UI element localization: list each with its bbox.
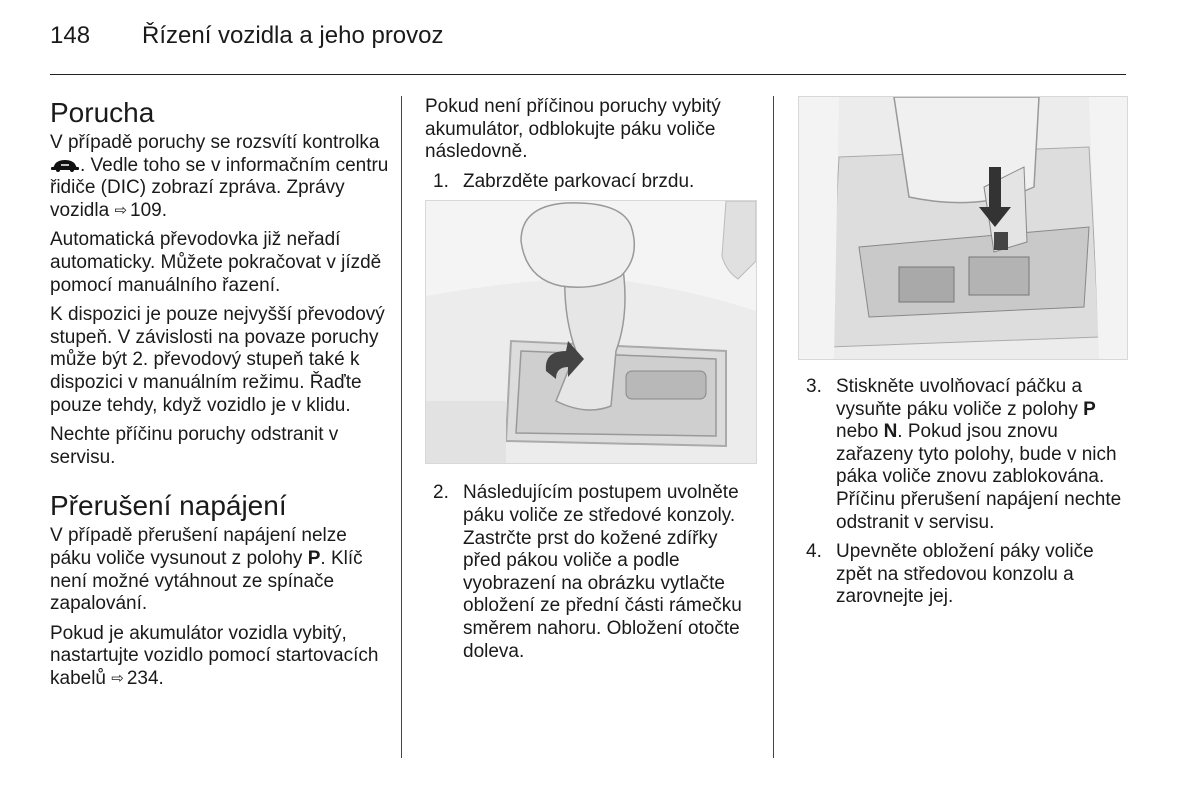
reference-arrow-icon: ⇨ xyxy=(111,669,124,687)
section-heading-porucha: Porucha xyxy=(50,97,155,128)
column-divider-1 xyxy=(401,96,402,758)
chapter-title: Řízení vozidla a jeho provoz xyxy=(142,22,444,49)
page-number: 148 xyxy=(50,22,91,49)
step-2: 2. Následujícím postupem uvolněte páku voliče ze středové konzoly. Zastrčte prst do kožené zdířky před pákou voliče a podle vyobrazení na obrázku vytlačte obložení ze přední části rámečku směrem nahoru. Obložení otočte doleva. xyxy=(433,482,742,662)
paragraph-unlock-intro: Pokud není příčinou poruchy vybitý akumulátor, odblokujte páku voliče následovně. xyxy=(425,96,721,163)
step-4: 4. Upevněte obložení páky voliče zpět na středovou konzolu a zarovnejte jej. xyxy=(806,541,1094,608)
column-2 xyxy=(425,96,760,670)
column-divider-2 xyxy=(773,96,774,758)
column-1 xyxy=(50,96,390,697)
gear-selector-figure xyxy=(425,200,757,464)
release-lever-figure xyxy=(798,96,1128,360)
section-heading-power-interruption: Přerušení napájení xyxy=(50,490,287,522)
reference-arrow-icon: ⇨ xyxy=(114,201,128,219)
car-service-warning-icon xyxy=(50,158,80,172)
step-1: 1. Zabrzděte parkovací brzdu. xyxy=(433,170,695,192)
paragraph-fault-indicator: V případě poruchy se rozsvítí kontrolka . Vedle toho se v informačním centru řidiče (DIC) zobrazí zpráva. Zprávy vozidla ⇨ 109. xyxy=(50,132,389,221)
header-rule xyxy=(50,74,1126,75)
step-3: 3. Stiskněte uvolňovací páčku a vysuňte páku voliče z polohy P nebo N. Pokud jsou znovu zařazeny tyto polohy, bude v nich páka voliče znovu zablokována. Příčinu přerušení napájení nechte odstranit v servisu. xyxy=(806,376,1122,533)
paragraph-jump-start: Pokud je akumulátor vozidla vybitý, nastartujte vozidlo pomocí startovacích kabelů ⇨ 234. xyxy=(50,622,379,689)
paragraph-service: Nechte příčinu poruchy odstranit v servisu. xyxy=(50,424,339,468)
page-reference-link[interactable]: 109. xyxy=(130,199,167,221)
paragraph-highest-gear: K dispozici je pouze nejvyšší převodový stupeň. V závislosti na povaze poruchy může být 2. převodový stupeň také k dispozici v manuálním režimu. Řaďte pouze tehdy, když vozidlo je v klidu. xyxy=(50,304,385,416)
column-3 xyxy=(798,96,1128,616)
page-reference-link[interactable]: 234. xyxy=(126,667,164,689)
paragraph-lever-blocked: V případě přerušení napájení nelze páku voliče vysunout z polohy P. Klíč není možné vytáhnout ze spínače zapalování. xyxy=(50,525,363,615)
page-header xyxy=(50,22,444,50)
paragraph-no-auto-shift: Automatická převodovka již neřadí automaticky. Můžete pokračovat v jízdě pomocí manuálního řazení. xyxy=(50,229,382,296)
